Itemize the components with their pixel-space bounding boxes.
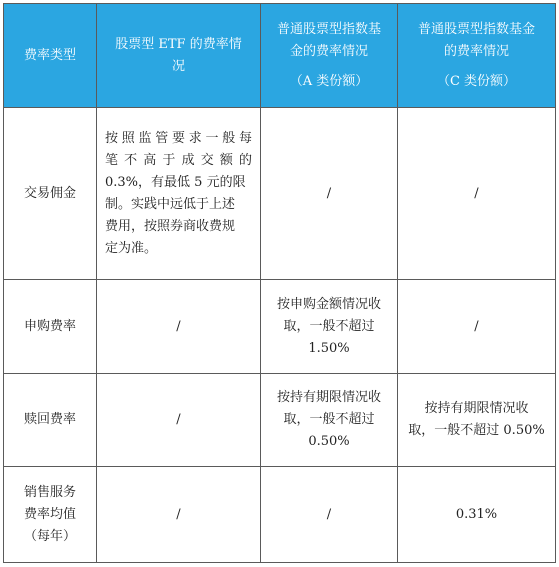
cell-etf-sales-service-fee: / — [97, 467, 261, 563]
cell-index-c-redemption-fee — [398, 374, 556, 467]
cell-text-line: 笔不高于成交额的 — [105, 152, 252, 168]
cell-etf-redemption-fee: / — [97, 374, 261, 467]
header-fee-type: 费率类型 — [4, 4, 97, 108]
cell-text-line: 按持有期限情况收 — [276, 390, 381, 405]
header-index-c-share-class: （C 类份额） — [436, 73, 517, 89]
header-index-a-line-2: 金的费率情况 — [289, 43, 368, 59]
cell-text-line: 取，一般不超过 0.50% — [408, 423, 545, 438]
row-label-redemption-fee: 赎回费率 — [4, 374, 97, 467]
header-index-c-line-1: 普通股票型指数基金 — [417, 21, 535, 37]
header-index-c — [398, 4, 556, 108]
cell-text-line: 取，一般不超过 — [283, 318, 375, 334]
cell-text-line: 费用，按照券商收费规 — [105, 218, 236, 234]
header-index-a — [261, 4, 398, 108]
cell-etf-trading-commission — [97, 108, 261, 280]
table-row — [4, 280, 556, 374]
fee-comparison-table — [3, 3, 556, 563]
header-index-a-line-1: 普通股票型指数基 — [276, 21, 381, 37]
cell-text-line: （每年） — [23, 528, 76, 544]
cell-index-a-subscription-fee — [261, 280, 398, 374]
cell-text-line: 按持有期限情况收 — [424, 401, 529, 416]
header-etf — [97, 4, 261, 108]
table-row — [4, 374, 556, 467]
cell-index-a-redemption-fee — [261, 374, 398, 467]
cell-index-a-sales-service-fee: / — [261, 467, 398, 563]
cell-index-c-subscription-fee: / — [398, 280, 556, 374]
row-label-subscription-fee: 申购费率 — [4, 280, 97, 374]
cell-text-line: 取，一般不超过 — [283, 412, 375, 427]
cell-text-line: 按照监管要求一般每 — [105, 130, 252, 146]
header-index-a-share-class: （A 类份额） — [289, 73, 369, 89]
cell-text-line: 按申购金额情况收 — [276, 296, 381, 312]
header-etf-line-1: 股票型 ETF 的费率情 — [115, 36, 242, 52]
cell-text-line: 定为准。 — [105, 240, 158, 256]
cell-etf-subscription-fee: / — [97, 280, 261, 374]
header-row — [4, 4, 556, 108]
cell-text-line: 费率均值 — [23, 506, 76, 522]
cell-text-line: 1.50% — [308, 340, 350, 356]
cell-index-c-trading-commission: / — [398, 108, 556, 280]
table-row — [4, 467, 556, 563]
row-label-trading-commission: 交易佣金 — [4, 108, 97, 280]
row-label-sales-service-fee — [4, 467, 97, 563]
cell-text-line: 制。实践中远低于上述 — [105, 196, 236, 212]
cell-index-c-sales-service-fee: 0.31% — [398, 467, 556, 563]
table-row — [4, 108, 556, 280]
header-etf-line-2: 况 — [171, 58, 185, 74]
header-index-c-line-2: 的费率情况 — [443, 43, 509, 59]
cell-index-a-trading-commission: / — [261, 108, 398, 280]
cell-text-line: 0.50% — [308, 434, 350, 449]
cell-text-line: 销售服务 — [23, 484, 76, 500]
cell-text-line: 0.3%，有最低 5 元的限 — [105, 174, 246, 190]
